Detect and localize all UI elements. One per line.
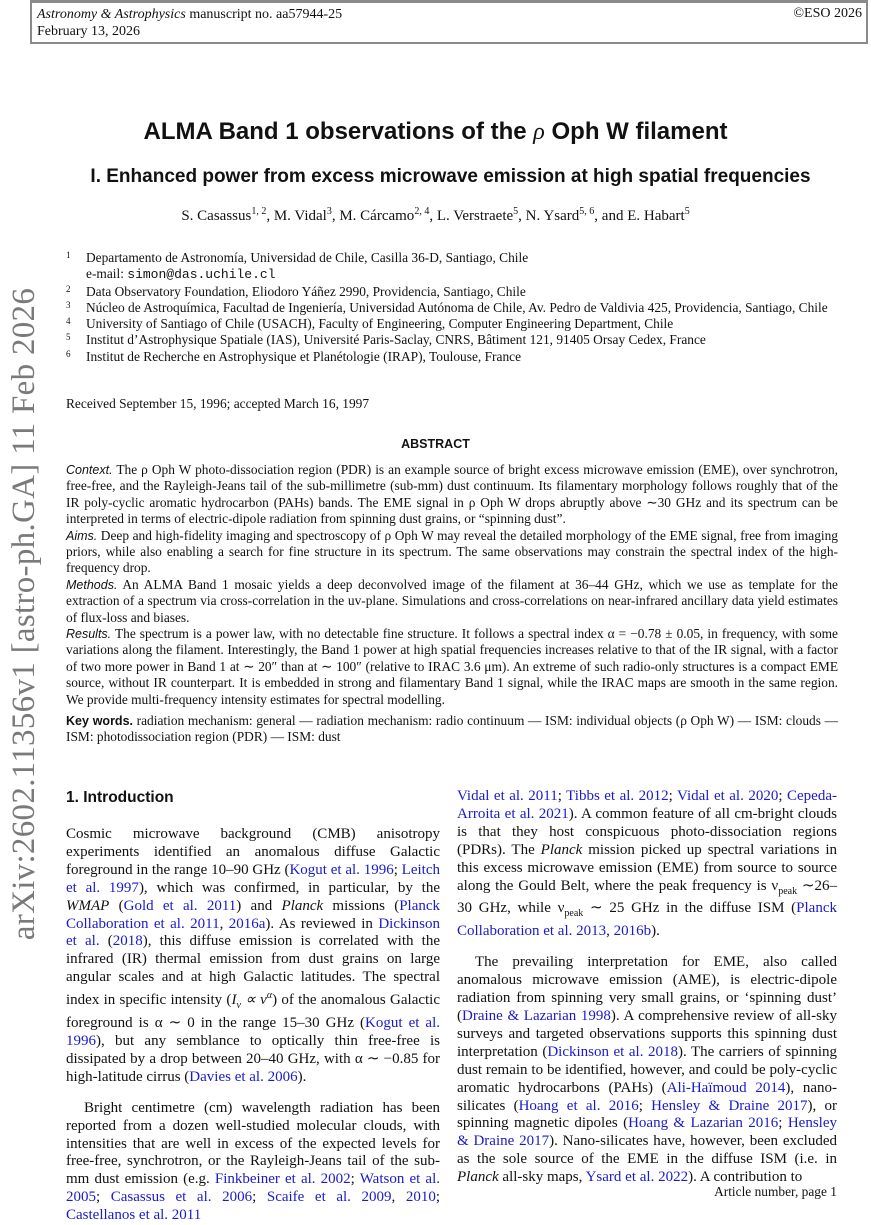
methods-label: Methods. xyxy=(66,577,118,592)
email-link[interactable]: simon@das.uchile.cl xyxy=(127,267,276,283)
citation-link[interactable]: Cepeda-Arroita et al. 2021 xyxy=(457,788,837,822)
formula-sup: α xyxy=(266,990,273,1002)
text: ) and xyxy=(236,897,282,914)
abstract-aims xyxy=(66,528,838,577)
affiliation-text: Institut d’Astrophysique Spatiale (IAS), Université Paris-Saclay, CNRS, Bâtiment 121, 91405 Orsay Cedex, France xyxy=(86,332,706,348)
affiliation-item xyxy=(66,349,846,365)
text: , xyxy=(391,1189,406,1206)
abstract-methods xyxy=(66,577,838,626)
affiliation-number: 2 xyxy=(66,283,71,294)
text: , xyxy=(606,923,614,940)
author-affiliation: 5 xyxy=(684,206,690,217)
formula: I xyxy=(231,992,237,1009)
affiliation-item xyxy=(66,250,846,284)
methods-text: An ALMA Band 1 mosaic yields a deep deconvolved image of the filament at 36–44 GHz, which we use as template for the extraction of a spectrum via cross-correlation in the uv-plane. Simulations and cross-correlations on near-infrared ancillary data yield estimates of flux-loss and biases. xyxy=(66,576,838,625)
header-date: February 13, 2026 xyxy=(37,24,141,39)
section-number: 1. xyxy=(66,789,79,806)
text: ; xyxy=(668,788,678,804)
citation-link[interactable]: Leitch et al. 1997 xyxy=(66,861,440,896)
text: ∼ 25 GHz in the diffuse ISM ( xyxy=(583,900,797,917)
author-affiliation: 1, 2 xyxy=(251,206,267,217)
citation-link[interactable]: Watson et al. 2005 xyxy=(66,1171,440,1206)
affiliation-item xyxy=(66,300,846,316)
text: ). xyxy=(297,1068,307,1085)
text: missions ( xyxy=(323,897,400,914)
mission-name: Planck xyxy=(457,1169,499,1186)
text: ). A common feature of all cm-bright clouds is that they host conspicuous photo-dissociation regions (PDRs). The xyxy=(457,805,837,858)
affiliation-text: Data Observatory Foundation, Eliodoro Yáñez 2990, Providencia, Santiago, Chile xyxy=(86,283,526,299)
citation-link[interactable]: Vidal et al. 2020 xyxy=(677,788,779,804)
section-title: Introduction xyxy=(83,789,174,806)
text: ). A contribution to xyxy=(688,1169,803,1186)
text: ), or spinning magnetic dipoles ( xyxy=(457,1097,837,1132)
rho-symbol: ρ xyxy=(533,119,545,145)
text: ), nano-silicates ( xyxy=(457,1079,837,1114)
subscript: peak xyxy=(564,908,584,920)
author-affiliation: 5, 6 xyxy=(579,206,595,217)
arxiv-identifier[interactable]: arXiv:2602.11356v1 [astro-ph.GA] 11 Feb 2026 xyxy=(6,287,42,941)
citation-link[interactable]: Dickinson et al. 2018 xyxy=(547,1043,678,1060)
text: ( xyxy=(99,933,113,950)
text: ), which was confirmed, in particular, by the xyxy=(138,879,441,896)
citation-link[interactable]: Vidal et al. 2011 xyxy=(457,788,558,804)
aims-text: Deep and high-fidelity imaging and spectroscopy of ρ Oph W may reveal the detailed morphology of the EME signal, free from imaging priors, while also enabling a search for fine structure in its spectrum. The same observations may constrain the spectral index of the high-frequency drop. xyxy=(66,527,838,576)
text: ; xyxy=(252,1189,267,1206)
text: ; xyxy=(778,788,788,804)
citation-link[interactable]: Ali-Haïmoud 2014 xyxy=(666,1079,786,1096)
subscript: peak xyxy=(778,885,798,897)
paragraph xyxy=(66,1100,440,1225)
paper-subtitle: I. Enhanced power from excess microwave emission at high spatial frequencies xyxy=(90,166,811,187)
abstract-heading: ABSTRACT xyxy=(401,437,470,451)
citation-link[interactable]: Finkbeiner et al. 2002 xyxy=(214,1171,351,1188)
paragraph-continued xyxy=(457,788,837,941)
mission-name: Planck xyxy=(281,897,324,914)
text: ). Nano-silicates have, however, been excluded as the sole source of the EME in the diffuse ISM (i.e. in xyxy=(457,1133,837,1168)
results-label: Results. xyxy=(66,627,112,642)
text: ; xyxy=(96,1189,111,1206)
abstract-results xyxy=(66,626,838,708)
context-label: Context. xyxy=(66,463,113,477)
results-text: The spectrum is a power law, with no detectable fine structure. It follows a spectral index α = −0.78 ± 0.05, in frequency, with some variations along the filament. Interestingly, the Band 1 power at high spatial frequencies increases relative to that of the IR signal, with a factor of two more power in Band 1 at ∼ 20″ than at ∼ 100″ (relative to IRAC 3.6 μm). An extreme of such radio-only structures is a compact EME source, without IR counterpart. It is embedded in strong and filamentary Band 1 signal, while the IRAC maps are smooth in the same region. We provide multi-frequency intensity estimates for spectral modelling. xyxy=(66,626,838,707)
citation-link[interactable]: Draine & Lazarian 1998 xyxy=(462,1007,611,1024)
text: ). xyxy=(651,923,660,940)
text: ; xyxy=(778,1115,788,1132)
affiliation-number: 5 xyxy=(66,332,71,343)
formula: ∝ ν xyxy=(240,992,267,1009)
citation-link[interactable]: Ysard et al. 2022 xyxy=(585,1169,689,1186)
citation-link[interactable]: 2016b xyxy=(613,923,652,940)
text: ; xyxy=(557,788,567,804)
page-footer: Article number, page 1 xyxy=(714,1184,837,1199)
affiliation-number: 4 xyxy=(66,316,71,327)
received-dates: Received September 15, 1996; accepted March 16, 1997 xyxy=(66,396,370,411)
keywords xyxy=(66,713,838,746)
copyright: ©ESO 2026 xyxy=(793,6,862,21)
title-text-1: ALMA Band 1 observations of the xyxy=(143,118,534,145)
citation-link[interactable]: Castellanos et al. 2011 xyxy=(66,1207,202,1224)
header-left xyxy=(37,6,342,40)
text: ∼26–30 GHz, while ν xyxy=(457,877,837,917)
author-affiliation: 3 xyxy=(326,206,332,217)
separator: , xyxy=(266,208,274,224)
text: ) of the anomalous Galactic foreground is α ∼ 0 in the range 15–30 GHz ( xyxy=(66,992,441,1032)
affiliation-text: Institut de Recherche en Astrophysique et Planétologie (IRAP), Toulouse, France xyxy=(86,348,522,364)
paragraph xyxy=(457,954,837,1187)
citation-link[interactable]: 2016a xyxy=(228,915,266,932)
body-column-left xyxy=(66,826,440,1225)
citation-link[interactable]: Planck Collaboration et al. 2011 xyxy=(66,897,441,932)
affiliation-text: Núcleo de Astroquímica, Facultad de Ingeniería, Universidad Autónoma de Chile, Av. Pedro de Valdivia 425, Providencia, Santiago, Chile xyxy=(86,299,828,315)
citation-link[interactable]: Kogut et al. 1996 xyxy=(289,861,394,878)
text: ; xyxy=(350,1171,360,1188)
citation-link[interactable]: Kogut et al. 1996 xyxy=(66,1015,440,1049)
citation-link[interactable]: Gold et al. 2011 xyxy=(123,897,237,914)
citation-link[interactable]: 2010 xyxy=(405,1189,436,1206)
citation-link[interactable]: Casassus et al. 2006 xyxy=(110,1189,253,1206)
text: ), but any semblance to optically thin free-free is dissipated by a drop between 20–40 GHz, with α ∼ −0.85 for high-latitude cirrus ( xyxy=(66,1032,440,1085)
mission-name: Planck xyxy=(540,841,583,858)
citation-link[interactable]: 2018 xyxy=(112,933,143,950)
abstract-context xyxy=(66,462,838,528)
author-affiliation: 2, 4 xyxy=(414,206,430,217)
text: ). A comprehensive review of all-sky surveys and targeted observations supports this spinning dust interpretation ( xyxy=(457,1007,837,1060)
text: , xyxy=(219,915,229,932)
author: M. Vidal xyxy=(273,208,327,224)
citation-link[interactable]: Planck Collaboration et al. 2013 xyxy=(457,900,837,940)
journal-header xyxy=(30,0,868,44)
author: S. Casassus xyxy=(181,208,252,224)
affiliation-item xyxy=(66,316,846,332)
separator: , xyxy=(429,208,437,224)
aims-label: Aims. xyxy=(66,528,98,543)
journal-name: Astronomy & Astrophysics xyxy=(37,7,186,22)
author-affiliation: 5 xyxy=(513,206,519,217)
affiliations xyxy=(66,250,846,365)
keywords-label: Key words. xyxy=(66,714,133,728)
text: ), this diffuse emission is correlated with the infrared (IR) thermal emission from dust grains on large angular scales and at high Galactic latitudes. The spectral index in specific intensity ( xyxy=(66,933,441,1009)
text: Bright centimetre (cm) wavelength radiation has been reported from a dozen well-studied molecular clouds, with intensities that are well in excess of the expected levels for free-free, synchrotron, or the Rayleigh-Jeans tail of the sub-mm dust emission (e.g. xyxy=(66,1099,440,1188)
separator: , xyxy=(331,208,340,224)
author-list xyxy=(0,206,871,225)
author: E. Habart xyxy=(627,208,685,224)
text: Cosmic microwave background (CMB) anisotropy experiments identified an anomalous diffuse Galactic foreground in the range 10–90 GHz ( xyxy=(66,826,440,878)
text: ). The carriers of spinning dust remain to be identified, however, and could be poly-cyclic aromatic hydrocarbons (PAHs) ( xyxy=(457,1043,837,1096)
author: M. Cárcamo xyxy=(339,208,415,224)
formula-sub: ν xyxy=(236,1000,241,1012)
abstract xyxy=(66,462,838,708)
text: ; xyxy=(393,861,402,878)
section-heading xyxy=(66,789,174,807)
body-column-right xyxy=(457,788,837,1187)
citation-link[interactable]: Hensley & Draine 2017 xyxy=(457,1115,837,1150)
keywords-text: radiation mechanism: general — radiation mechanism: radio continuum — ISM: individual objects (ρ Oph W) — ISM: clouds — ISM: photodissociation region (PDR) — ISM: dust xyxy=(66,713,838,745)
citation-link[interactable]: Hoang & Lazarian 2016 xyxy=(628,1115,779,1132)
affiliation-number: 1 xyxy=(66,250,71,260)
title-text-2: Oph W filament xyxy=(544,118,728,145)
separator: , xyxy=(518,208,526,224)
author: L. Verstraete xyxy=(436,208,514,224)
text: ). As reviewed in xyxy=(265,915,379,932)
separator: , and xyxy=(594,208,628,224)
text: ( xyxy=(109,897,124,914)
citation-link[interactable]: Tibbs et al. 2012 xyxy=(566,788,669,804)
affiliation-text: Departamento de Astronomía, Universidad de Chile, Casilla 36-D, Santiago, Chile xyxy=(86,250,529,265)
citation-link[interactable]: Hoang et al. 2016 xyxy=(518,1097,639,1114)
citation-link[interactable]: Scaife et al. 2009 xyxy=(266,1189,392,1206)
text: The prevailing interpretation for EME, also called anomalous microwave emission (AME), is electric-dipole radiation from spinning very small grains, or ‘spinning dust’ ( xyxy=(457,954,837,1024)
paragraph xyxy=(66,826,440,1087)
citation-link[interactable]: Hensley & Draine 2017 xyxy=(651,1097,808,1114)
affiliation-item xyxy=(66,284,846,300)
text: mission picked up spectral variations in this excess microwave emission (EME) from source to source along the Gould Belt, where the peak frequency is ν xyxy=(457,841,838,894)
affiliation-text: University of Santiago of Chile (USACH), Faculty of Engineering, Computer Engineering Department, Chile xyxy=(86,316,674,332)
text: ; xyxy=(638,1097,652,1114)
text: all-sky maps, xyxy=(498,1169,586,1186)
text: ; xyxy=(435,1189,441,1206)
affiliation-number: 6 xyxy=(66,348,71,359)
paper-title xyxy=(0,118,871,146)
author: N. Ysard xyxy=(525,208,580,224)
citation-link[interactable]: Dickinson et al. xyxy=(66,915,440,950)
context-text: The ρ Oph W photo-dissociation region (PDR) is an example source of bright excess microwave emission (EME), over synchrotron, free-free, and the Rayleigh-Jeans tail of the sub-millimetre (sub-mm) dust continuum. Its filamentary morphology follows roughly that of the IR poly-cyclic aromatic hydrocarbon (PAHs) bands. The EME signal in ρ Oph W drops abruptly above ∼30 GHz and its spectrum can be interpreted in terms of electric-dipole radiation from spinning dust grains, or “spinning dust”. xyxy=(66,462,838,527)
email-label: e-mail: xyxy=(86,266,128,282)
citation-link[interactable]: Davies et al. 2006 xyxy=(189,1068,298,1085)
affiliation-item xyxy=(66,332,846,348)
affiliation-number: 3 xyxy=(66,299,71,310)
manuscript-number: manuscript no. aa57944-25 xyxy=(185,7,343,22)
mission-name: WMAP xyxy=(66,897,110,914)
